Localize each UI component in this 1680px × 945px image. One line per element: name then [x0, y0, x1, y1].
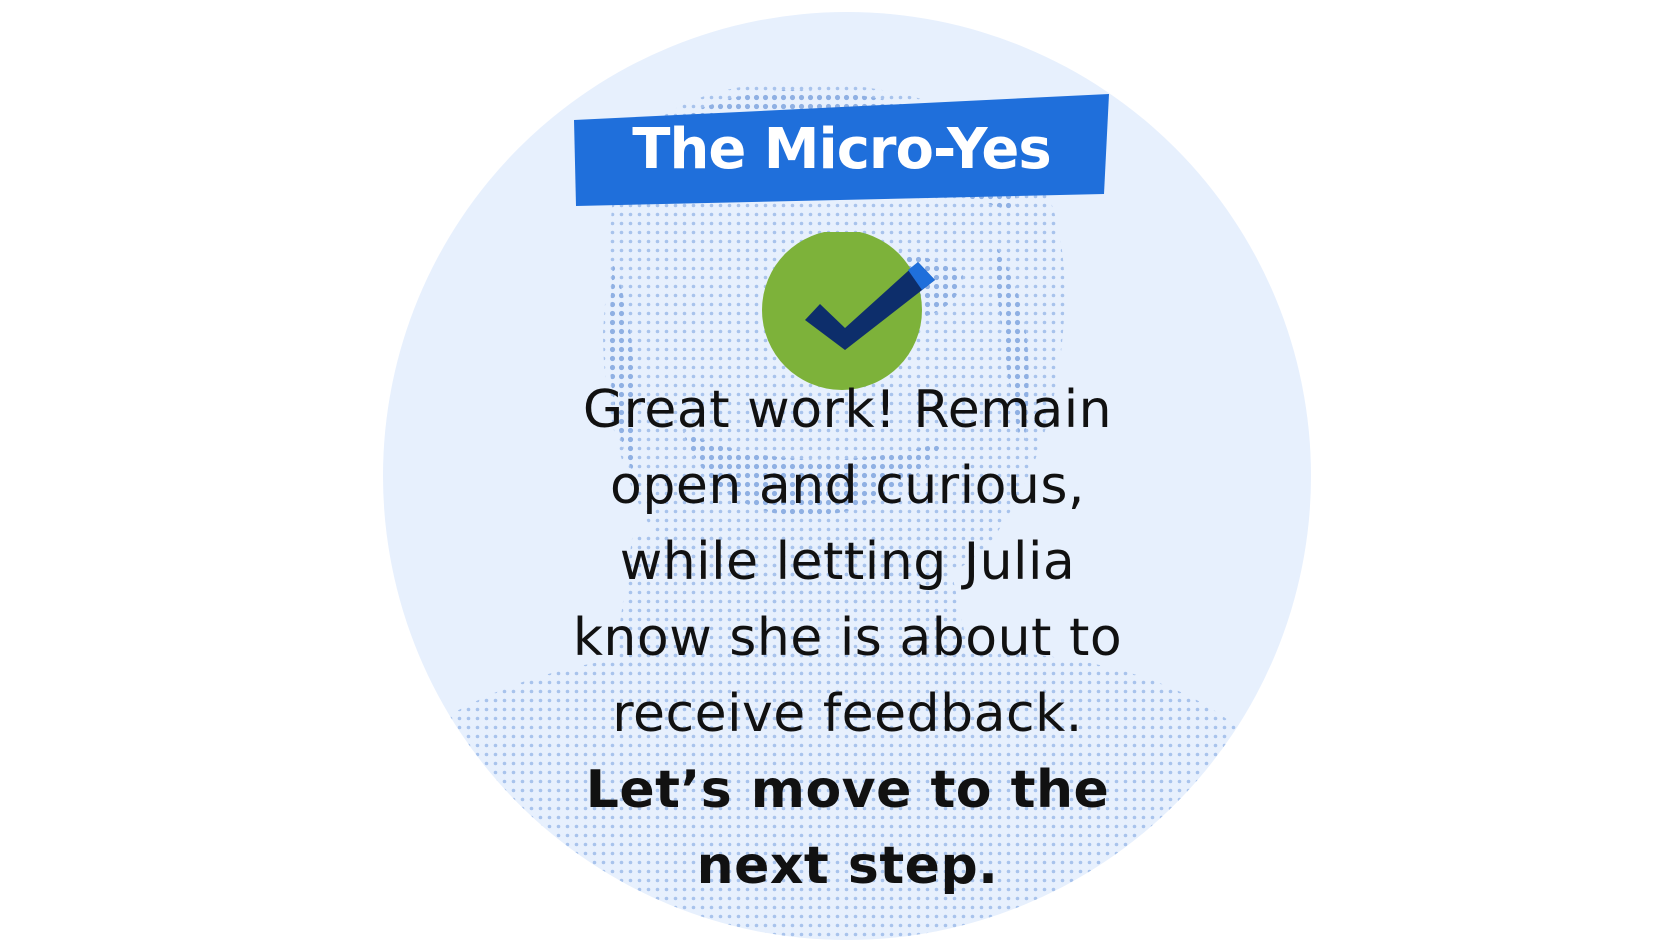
- title-banner: [574, 94, 1109, 206]
- checkmark-icon: [760, 232, 960, 392]
- message-line: open and curious,: [610, 456, 1085, 516]
- next-step-line: next step.: [696, 836, 999, 896]
- message-line: receive feedback.: [612, 684, 1083, 744]
- message-line: while letting Julia: [619, 532, 1076, 592]
- page-title: The Micro-Yes: [632, 117, 1051, 182]
- message-line: know she is about to: [572, 608, 1123, 668]
- feedback-message: [500, 372, 1195, 904]
- next-step-line: Let’s move to the: [585, 760, 1110, 820]
- message-line: Great work! Remain: [582, 380, 1113, 440]
